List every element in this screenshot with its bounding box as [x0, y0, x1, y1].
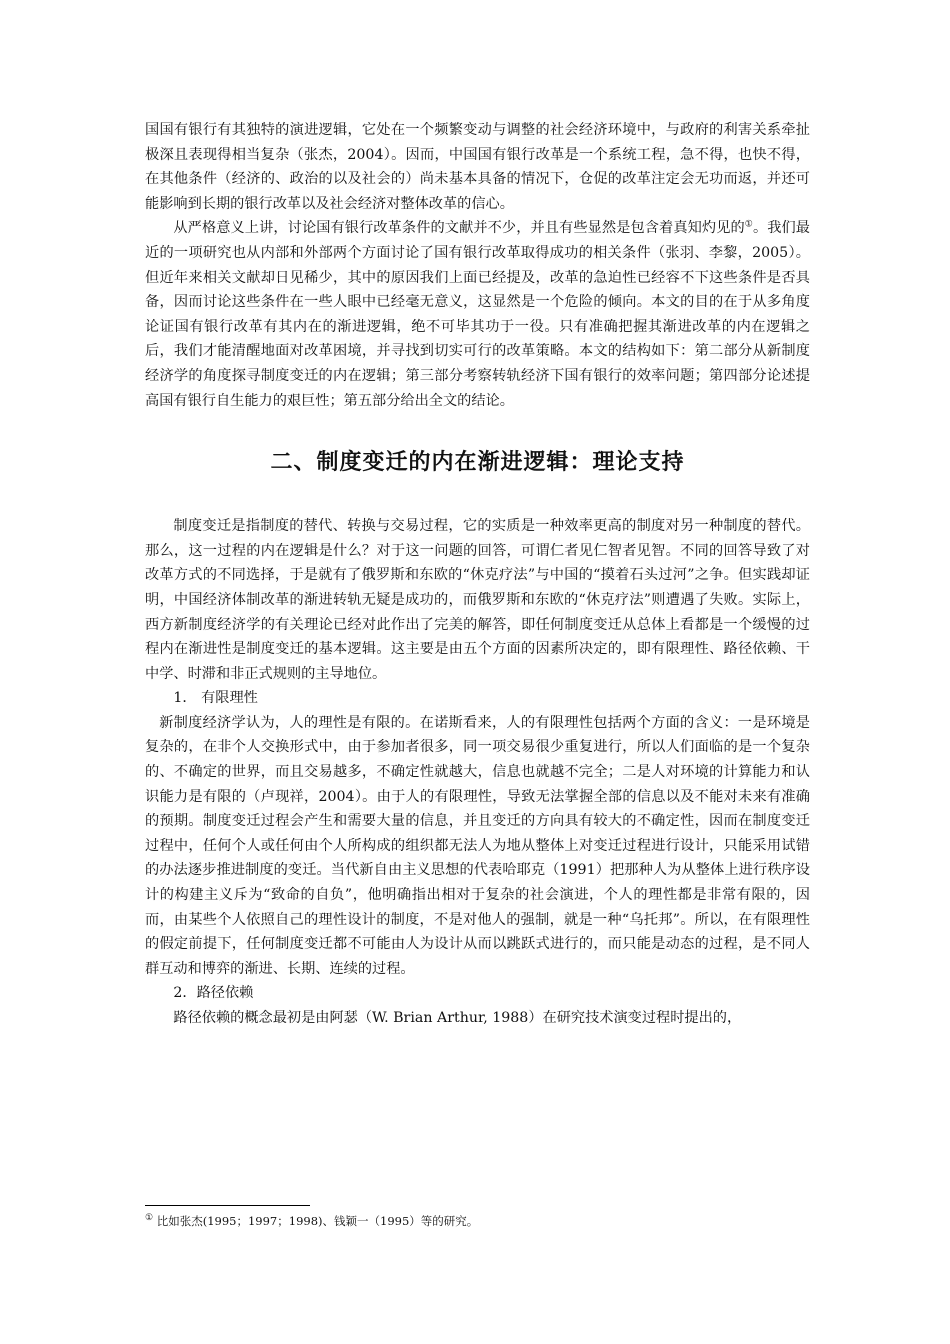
paragraph-bounded-rationality: 新制度经济学认为，人的理性是有限的。在诺斯看来，人的有限理性包括两个方面的含义：一是环境是复杂的，在非个人交换形式中，由于参加者很多，同一项交易很少重复进行，所以人们面临的是一个复杂的、不确定的世界，而且交易越多，不确定性就越大，信息也就越不完全；二是人对环境的计算能力和认识能力是有限的（卢现祥，2004）。由于人的有限理性，导致无法掌握全部的信息以及不能对未来有准确的预期。制度变迁过程会产生和需要大量的信息，并且变迁的方向具有较大的不确定性，因而在制度变迁过程中，任何个人或任何由个人所构成的组织都无法人为地从整体上对变迁过程进行设计，只能采用试错的办法逐步推进制度的变迁。当代新自由主义思想的代表哈耶克（1991）把那种人为从整体上进行秩序设计的构建主义斥为“致命的自负”，他明确指出相对于复杂的社会演进，个人的理性都是非常有限的，因而，由某些个人依照自己的理性设计的制度，不是对他人的强制，就是一种“乌托邦”。所以，在有限理性的假定前提下，任何制度变迁都不可能由人为设计从而以跳跃式进行的，而只能是动态的过程，是不同人群互动和博弈的渐进、长期、连续的过程。: [145, 714, 810, 977]
footnote-text: 比如张杰(1995；1997；1998)、钱颖一（1995）等的研究。: [153, 1214, 479, 1228]
subheading-bounded-rationality: 1． 有限理性: [173, 690, 258, 707]
section-heading: 二、制度变迁的内在渐进逻辑：理论支持: [270, 450, 685, 476]
paragraph-intro-continued: 国国有银行有其独特的演进逻辑，它处在一个频繁变动与调整的社会经济环境中，与政府的利害关系牵扯极深且表现得相当复杂（张杰，2004）。因而，中国国有银行改革是一个系统工程，急不得，也快不得，在其他条件（经济的、政治的以及社会的）尚未基本具备的情况下，仓促的改革注定会无功而返，并还可能影响到长期的银行改革以及社会经济对整体改革的信心。: [145, 122, 810, 212]
paragraph-path-dependence: 路径依赖的概念最初是由阿瑟（W. Brian Arthur, 1988）在研究技术演变过程时提出的，: [173, 1010, 742, 1026]
paragraph-literature-part2: 。我们最近的一项研究也从内部和外部两个方面讨论了国有银行改革取得成功的相关条件（张羽、李黎，2005）。但近年来相关文献却日见稀少，其中的原因我们上面已经提及，改革的急迫性已经容不下这些条件是否具备，因而讨论这些条件在一些人眼中已经毫无意义，这显然是一个危险的倾向。本文的目的在于从多角度论证国有银行改革有其内在的渐进逻辑，绝不可毕其功于一役。只有准确把握其渐进改革的内在逻辑之后，我们才能清醒地面对改革困境，并寻找到切实可行的改革策略。本文的结构如下：第二部分从新制度经济学的角度探寻制度变迁的内在逻辑；第三部分考察转轨经济下国有银行的效率问题；第四部分论述提高国有银行自生能力的艰巨性；第五部分给出全文的结论。: [145, 220, 810, 409]
footnote-ref-mark[interactable]: ①: [744, 219, 753, 230]
footnote: [145, 1212, 810, 1230]
paragraph-literature: [145, 216, 810, 413]
page-body: [145, 118, 810, 1031]
subheading-path-dependence: 2．路径依赖: [173, 985, 254, 1002]
paragraph-literature-part1: 从严格意义上讲，讨论国有银行改革条件的文献并不少，并且有些显然是包含着真知灼见的: [173, 220, 745, 237]
footnote-mark: ①: [145, 1213, 154, 1224]
paragraph-institutional-change: 制度变迁是指制度的替代、转换与交易过程，它的实质是一种效率更高的制度对另一种制度的替代。那么，这一过程的内在逻辑是什么？对于这一问题的回答，可谓仁者见仁智者见智。不同的回答导致了对改革方式的不同选择，于是就有了俄罗斯和东欧的“休克疗法”与中国的“摸着石头过河”之争。但实践却证明，中国经济体制改革的渐进转轨无疑是成功的，而俄罗斯和东欧的“休克疗法”则遭遇了失败。实际上，西方新制度经济学的有关理论已经对此作出了完美的解答，即任何制度变迁从总体上看都是一个缓慢的过程内在渐进性是制度变迁的基本逻辑。这主要是由五个方面的因素所决定的，即有限理性、路径依赖、干中学、时滞和非正式规则的主导地位。: [145, 518, 810, 682]
footnote-divider: [145, 1205, 310, 1206]
